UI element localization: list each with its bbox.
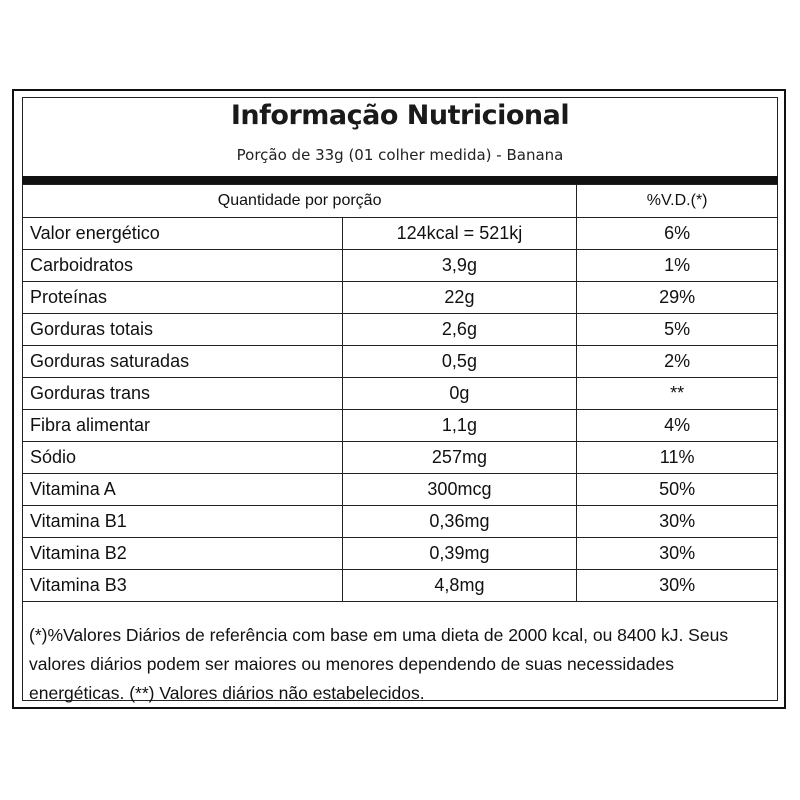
footnote: (*)%Valores Diários de referência com base em uma dieta de 2000 kcal, ou 8400 kJ. Seus valores diários podem ser maiores ou menores dependendo de suas necessidades energéticas. (**) Valores diários não estabelecidos. bbox=[29, 625, 729, 703]
nutrient-name: Vitamina B1 bbox=[23, 506, 343, 538]
nutrient-vd: ** bbox=[577, 378, 778, 410]
nutrient-amount: 0,36mg bbox=[342, 506, 577, 538]
table-header-row bbox=[23, 185, 778, 218]
table-row bbox=[23, 282, 778, 314]
nutrient-amount: 2,6g bbox=[342, 314, 577, 346]
label-title: Informação Nutricional bbox=[230, 100, 570, 131]
table-row bbox=[23, 442, 778, 474]
nutrient-name: Sódio bbox=[23, 442, 343, 474]
nutrient-name: Vitamina B2 bbox=[23, 538, 343, 570]
nutrient-vd: 6% bbox=[577, 218, 778, 250]
nutrient-amount: 0g bbox=[342, 378, 577, 410]
table-row bbox=[23, 314, 778, 346]
header-divider bbox=[22, 176, 778, 184]
nutrient-vd: 30% bbox=[577, 570, 778, 602]
serving-size: Porção de 33g (01 colher medida) - Banana bbox=[236, 146, 564, 164]
table-row bbox=[23, 506, 778, 538]
nutrient-vd: 1% bbox=[577, 250, 778, 282]
nutrient-amount: 1,1g bbox=[342, 410, 577, 442]
table-row bbox=[23, 538, 778, 570]
nutrient-amount: 0,39mg bbox=[342, 538, 577, 570]
table-row bbox=[23, 250, 778, 282]
nutrient-name: Fibra alimentar bbox=[23, 410, 343, 442]
nutrient-name: Carboidratos bbox=[23, 250, 343, 282]
nutrient-amount: 22g bbox=[342, 282, 577, 314]
nutrient-name: Gorduras totais bbox=[23, 314, 343, 346]
table-row bbox=[23, 378, 778, 410]
nutrient-name: Gorduras saturadas bbox=[23, 346, 343, 378]
nutrient-vd: 50% bbox=[577, 474, 778, 506]
table-row bbox=[23, 570, 778, 602]
header-quantity: Quantidade por porção bbox=[23, 185, 577, 218]
table-row bbox=[23, 218, 778, 250]
nutrient-name: Proteínas bbox=[23, 282, 343, 314]
nutrient-vd: 30% bbox=[577, 506, 778, 538]
nutrient-vd: 11% bbox=[577, 442, 778, 474]
nutrient-name: Vitamina A bbox=[23, 474, 343, 506]
nutrient-vd: 30% bbox=[577, 538, 778, 570]
nutrient-amount: 3,9g bbox=[342, 250, 577, 282]
nutrient-name: Vitamina B3 bbox=[23, 570, 343, 602]
nutrient-vd: 4% bbox=[577, 410, 778, 442]
nutrient-vd: 2% bbox=[577, 346, 778, 378]
nutrient-vd: 5% bbox=[577, 314, 778, 346]
nutrient-vd: 29% bbox=[577, 282, 778, 314]
nutrition-table bbox=[22, 184, 778, 602]
header-vd: %V.D.(*) bbox=[577, 185, 778, 218]
table-row bbox=[23, 474, 778, 506]
nutrient-amount: 4,8mg bbox=[342, 570, 577, 602]
nutrient-amount: 124kcal = 521kj bbox=[342, 218, 577, 250]
table-row bbox=[23, 346, 778, 378]
nutrient-amount: 257mg bbox=[342, 442, 577, 474]
nutrient-amount: 300mcg bbox=[342, 474, 577, 506]
table-row bbox=[23, 410, 778, 442]
nutrient-amount: 0,5g bbox=[342, 346, 577, 378]
nutrient-name: Gorduras trans bbox=[23, 378, 343, 410]
nutrient-name: Valor energético bbox=[23, 218, 343, 250]
